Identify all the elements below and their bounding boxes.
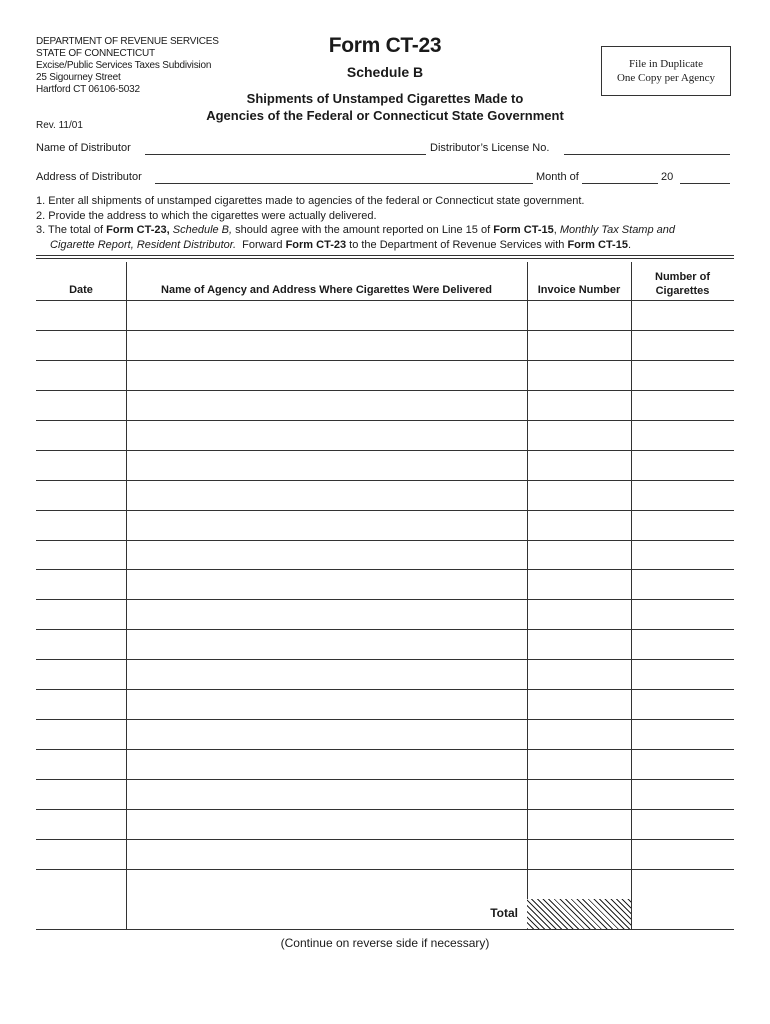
agency-line: 25 Sigourney Street xyxy=(36,72,121,83)
form-title-line1: Shipments of Unstamped Cigarettes Made to xyxy=(246,91,524,106)
license-number-label: Distributor’s License No. xyxy=(430,142,550,154)
continue-note: (Continue on reverse side if necessary) xyxy=(280,936,490,950)
month-label: Month of xyxy=(536,171,579,183)
table-row-line xyxy=(36,779,734,780)
instruction-text: should agree with the amount reported on Line 15 of xyxy=(232,224,494,236)
instruction-3-cont xyxy=(36,238,736,253)
table-row-line xyxy=(36,450,734,451)
instruction-text: . xyxy=(627,238,632,251)
table-header-rule xyxy=(36,300,734,301)
column-header-number-line: Cigarettes xyxy=(655,285,710,297)
table-row-line xyxy=(36,749,734,750)
table-row-line xyxy=(36,599,734,600)
column-header-agency: Name of Agency and Address Where Cigarettes Were Delivered xyxy=(161,284,492,296)
form-number: Form CT-23 xyxy=(328,34,442,57)
agency-line: STATE OF CONNECTICUT xyxy=(36,48,155,59)
instruction-1: 1. Enter all shipments of unstamped cigarettes made to agencies of the federal or Connecticut state government. xyxy=(36,195,585,207)
column-divider xyxy=(126,262,127,929)
instructions xyxy=(36,194,736,252)
table-row-line xyxy=(36,480,734,481)
address-of-distributor-field[interactable] xyxy=(155,183,533,184)
month-field[interactable] xyxy=(582,183,658,184)
file-note-line: One Copy per Agency xyxy=(616,72,716,84)
column-header-invoice: Invoice Number xyxy=(537,284,621,296)
table-row-line xyxy=(36,540,734,541)
form-title-line2: Agencies of the Federal or Connecticut State Government xyxy=(206,108,564,123)
file-note-box xyxy=(601,46,731,96)
total-hatched-cell xyxy=(527,899,631,929)
instruction-3 xyxy=(36,223,736,238)
instruction-form-ref: Form CT-23, xyxy=(106,224,170,236)
column-divider xyxy=(527,262,528,929)
instruction-text: Forward xyxy=(236,238,286,251)
agency-line: Hartford CT 06106-5032 xyxy=(36,84,140,95)
year-prefix-label: 20 xyxy=(661,171,674,183)
instruction-report-title: Monthly Tax Stamp and xyxy=(559,224,675,236)
table-row-line xyxy=(36,869,734,870)
table-row-line xyxy=(36,629,734,630)
table-bottom-rule xyxy=(36,929,734,930)
table-row-line xyxy=(36,330,734,331)
table-row-line xyxy=(36,659,734,660)
instruction-form-ref: Form CT-15 xyxy=(493,224,554,236)
instruction-report-title: Cigarette Report, Resident Distributor. xyxy=(50,238,237,251)
table-top-rule xyxy=(36,258,734,259)
column-header-number-line: Number of xyxy=(655,271,710,283)
name-of-distributor-label: Name of Distributor xyxy=(36,142,131,154)
instruction-form-ref: Form CT-23 xyxy=(285,238,347,251)
column-header-number xyxy=(631,270,734,298)
revision-date: Rev. 11/01 xyxy=(36,120,83,131)
file-note-line: File in Duplicate xyxy=(629,58,703,70)
table-row-line xyxy=(36,510,734,511)
instruction-form-ref: Form CT-15 xyxy=(567,238,628,251)
total-label: Total xyxy=(490,906,518,920)
table-row-line xyxy=(36,689,734,690)
instruction-text: 3. The total of xyxy=(36,224,107,236)
schedule-label: Schedule B xyxy=(346,64,424,80)
table-top-rule xyxy=(36,255,734,256)
table-row-line xyxy=(36,360,734,361)
column-header-date: Date xyxy=(69,284,93,296)
table-row-line xyxy=(36,390,734,391)
agency-address-block xyxy=(36,36,219,96)
license-number-field[interactable] xyxy=(564,154,730,155)
instruction-text: , xyxy=(553,224,560,236)
instruction-text: to the Department of Revenue Services with xyxy=(346,238,568,251)
agency-line: DEPARTMENT OF REVENUE SERVICES xyxy=(36,36,219,47)
table-row-line xyxy=(36,420,734,421)
column-divider xyxy=(631,262,632,929)
name-of-distributor-field[interactable] xyxy=(145,154,426,155)
table-row-line xyxy=(36,569,734,570)
instruction-schedule-ref: Schedule B, xyxy=(169,224,233,236)
table-row-line xyxy=(36,719,734,720)
agency-line: Excise/Public Services Taxes Subdivision xyxy=(36,60,212,71)
instruction-2: 2. Provide the address to which the cigarettes were actually delivered. xyxy=(36,209,377,222)
table-row-line xyxy=(36,809,734,810)
year-field[interactable] xyxy=(680,183,730,184)
address-of-distributor-label: Address of Distributor xyxy=(36,171,142,183)
table-row-line xyxy=(36,839,734,840)
